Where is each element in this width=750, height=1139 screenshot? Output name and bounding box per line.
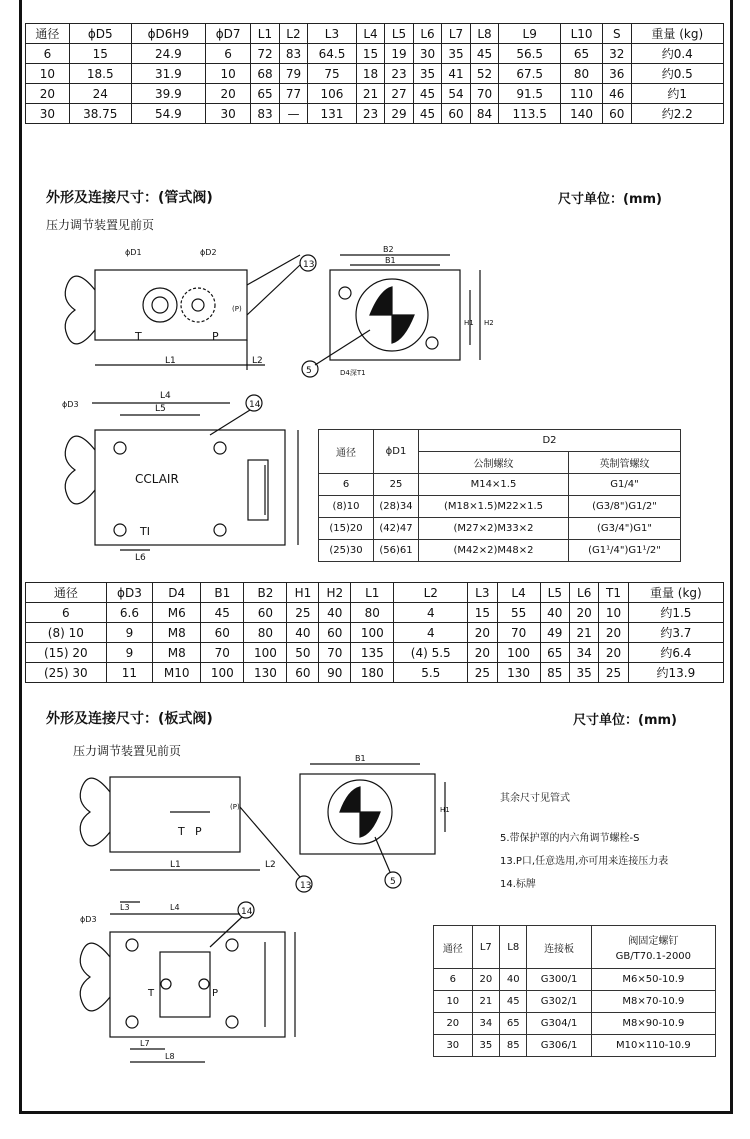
table-header-cell: L6 [570,583,599,603]
bolt-h-screw2: GB/T70.1-2000 [615,951,692,962]
table-cell: 79 [279,64,308,84]
table-cell: 20 [468,623,497,643]
table-header-cell: B1 [201,583,244,603]
table-cell: 4 [394,623,468,643]
table-cell: 24 [69,84,131,104]
table-cell: 约3.7 [628,623,723,643]
front-view [302,255,480,377]
callout-5: 5 [306,366,312,376]
table-header-cell: ϕD7 [206,24,251,44]
table-cell: (G1¹/4")G1¹/2" [568,540,680,562]
table-cell: 83 [251,104,280,124]
lbl-pp: (P) [232,305,242,313]
table-header-row [26,24,724,44]
side-view [65,255,316,370]
bolt-h-l8: L8 [500,926,527,969]
table-cell: 21 [356,84,385,104]
table-cell: 约6.4 [628,643,723,663]
lbl-ti: TI [140,525,150,538]
table-cell: 10 [26,64,70,84]
section2-note: 压力调节装置见前页 [73,744,182,758]
callout-14: 14 [249,400,261,410]
table-header-cell: L3 [308,24,357,44]
table-cell: 27 [385,84,414,104]
table-cell: 36 [603,64,632,84]
note-item: 5.带保护罩的内六角调节螺栓-S [500,833,640,844]
table-cell: 25 [287,603,319,623]
plate-lbl-l2: L2 [265,860,276,870]
plate-lbl-b1: B1 [355,754,366,763]
table-cell: 100 [351,623,394,643]
table-cell: 31.9 [131,64,205,84]
table-cell: M6×50-10.9 [591,969,715,991]
table-cell: 113.5 [499,104,561,124]
table-cell: 30 [413,44,442,64]
table-cell: (4) 5.5 [394,643,468,663]
table-cell: 70 [470,84,499,104]
table-cell: (28)34 [374,496,419,518]
table-header-cell: L7 [442,24,471,44]
table-header-cell: L9 [499,24,561,44]
table-header-cell: L1 [251,24,280,44]
table-cell: 30 [206,104,251,124]
plate-front-view [300,764,445,888]
table-cell: — [279,104,308,124]
dimension-table-2 [25,582,724,683]
plate-callout-14: 14 [241,907,253,917]
table-cell: 30 [434,1035,473,1057]
bolt-table [433,925,716,1057]
table-cell: 6 [26,603,107,623]
plate-lbl-l8: L8 [165,1052,175,1061]
lbl-d1: ϕD1 [125,248,142,257]
table-cell: 20 [570,603,599,623]
lbl-b2: B2 [383,245,394,254]
thread-h-bore: 通径 [319,430,374,474]
table-row [319,518,681,540]
lbl-d3: ϕD3 [62,400,79,409]
table-cell: 35 [472,1035,499,1057]
plate-lbl-p2: P [212,988,219,999]
table-cell: 90 [319,663,351,683]
table-cell: 180 [351,663,394,683]
lbl-l2: L2 [252,356,263,366]
table-cell: 100 [201,663,244,683]
table-row [434,969,716,991]
table-header-cell: L3 [468,583,497,603]
table-header-cell: L2 [394,583,468,603]
table-header-cell: H1 [287,583,319,603]
table-row [434,1035,716,1057]
table-cell: 65 [500,1013,527,1035]
table-cell: 32 [603,44,632,64]
table-cell: 46 [603,84,632,104]
plate-top-view [80,902,295,1062]
table-header-cell: L8 [470,24,499,44]
table-cell: 38.75 [69,104,131,124]
plate-lbl-l1: L1 [170,860,181,870]
table-header-cell: ϕD3 [106,583,153,603]
table-header-cell: L6 [413,24,442,44]
lbl-l1: L1 [165,356,176,366]
section1-note: 压力调节装置见前页 [46,218,155,232]
table-row [26,84,724,104]
table-row [26,64,724,84]
table-row [434,991,716,1013]
table-cell: (8) 10 [26,623,107,643]
table-cell: (56)61 [374,540,419,562]
table-row [26,603,724,623]
table-cell: G304/1 [527,1013,591,1035]
table-cell: 30 [26,104,70,124]
bolt-h-screw1: 阀固定螺钉 [628,936,679,947]
dimension-table-1 [25,23,724,124]
table-cell: 40 [540,603,569,623]
table-cell: (15)20 [319,518,374,540]
table-cell: 65 [540,643,569,663]
bolt-h-screw [591,926,715,969]
table-cell: M14×1.5 [419,474,569,496]
table-cell: 54 [442,84,471,104]
table-cell: 21 [472,991,499,1013]
table-cell: (8)10 [319,496,374,518]
table-cell: 49 [540,623,569,643]
table-header-cell: ϕD5 [69,24,131,44]
table-cell: G1/4" [568,474,680,496]
table-cell: 34 [570,643,599,663]
plate-callout-5: 5 [390,877,396,887]
thread-h-imperial: 英制管螺纹 [568,452,680,474]
table-cell: 40 [500,969,527,991]
plate-lbl-l3: L3 [120,903,130,912]
brand-label: CCLAIR [135,472,179,486]
table-cell: 6.6 [106,603,153,623]
table-cell: 40 [287,623,319,643]
plate-lbl-p: P [195,825,202,838]
table-cell: 80 [561,64,603,84]
table-cell: (42)47 [374,518,419,540]
table-cell: 140 [561,104,603,124]
bolt-h-plate: 连接板 [527,926,591,969]
table-cell: 24.9 [131,44,205,64]
plate-lbl-d3: ϕD3 [80,915,97,924]
table-cell: (15) 20 [26,643,107,663]
table-cell: 55 [497,603,540,623]
table-cell: M6 [153,603,201,623]
table-cell: 70 [201,643,244,663]
table-cell: 20 [468,643,497,663]
table-cell: 60 [603,104,632,124]
table-cell: 130 [497,663,540,683]
thread-h-metric: 公制螺纹 [419,452,569,474]
table-cell: 39.9 [131,84,205,104]
table-cell: 85 [540,663,569,683]
table-header-cell: 通径 [26,583,107,603]
table-cell: 65 [251,84,280,104]
table-cell: M10×110-10.9 [591,1035,715,1057]
table-header-cell: L10 [561,24,603,44]
table-row [26,623,724,643]
table-cell: 约1.5 [628,603,723,623]
table-cell: M8×70-10.9 [591,991,715,1013]
table-cell: 100 [244,643,287,663]
table-cell: 21 [570,623,599,643]
table-cell: 6 [319,474,374,496]
plate-lbl-t2: T [148,988,155,999]
table-cell: (G3/8")G1/2" [568,496,680,518]
table-cell: 5.5 [394,663,468,683]
thread-h-d2: D2 [419,430,681,452]
plate-valve-drawings [60,752,480,1082]
table-cell: 6 [206,44,251,64]
table-cell: 50 [287,643,319,663]
table-cell: 60 [319,623,351,643]
table-row [319,540,681,562]
table-cell: 60 [201,623,244,643]
table-header-cell: L2 [279,24,308,44]
table-cell: (M42×2)M48×2 [419,540,569,562]
table-cell: 56.5 [499,44,561,64]
table-row [434,1013,716,1035]
table-header-cell: L5 [385,24,414,44]
table-cell: 60 [287,663,319,683]
table-cell: 75 [308,64,357,84]
table-cell: 67.5 [499,64,561,84]
table-cell: G300/1 [527,969,591,991]
section1-unit: 尺寸单位：(mm) [558,192,662,207]
table-cell: 4 [394,603,468,623]
table-cell: 45 [470,44,499,64]
table-cell: 10 [434,991,473,1013]
table-cell: 45 [413,84,442,104]
table-cell: 91.5 [499,84,561,104]
table-cell: 15 [356,44,385,64]
lbl-p: P [212,330,219,343]
table-header-cell: D4 [153,583,201,603]
table-cell: 41 [442,64,471,84]
table-cell: 70 [319,643,351,663]
table-cell: 10 [599,603,628,623]
section1-title: 外形及连接尺寸：(管式阀) [46,190,213,206]
table-cell: (M27×2)M33×2 [419,518,569,540]
lbl-d2: ϕD2 [200,248,217,257]
table-header-cell: T1 [599,583,628,603]
note-item: 14.标牌 [500,879,536,890]
table-cell: 84 [470,104,499,124]
table-row [319,496,681,518]
table-cell: 19 [385,44,414,64]
table-cell: M8 [153,643,201,663]
table-cell: 20 [434,1013,473,1035]
callout-13: 13 [303,260,315,270]
table-cell: 35 [442,44,471,64]
table-cell: 6 [434,969,473,991]
table-cell: M8×90-10.9 [591,1013,715,1035]
table-cell: M10 [153,663,201,683]
table-cell: 80 [351,603,394,623]
section2-unit: 尺寸单位：(mm) [573,713,677,728]
table-cell: 40 [319,603,351,623]
table-cell: 29 [385,104,414,124]
table-cell: 45 [201,603,244,623]
lbl-b1: B1 [385,256,396,265]
table-cell: (25) 30 [26,663,107,683]
table-cell: 34 [472,1013,499,1035]
lbl-h2: H2 [484,319,494,327]
table-row [319,474,681,496]
lbl-l4: L4 [160,391,171,401]
table-cell: 23 [356,104,385,124]
table-cell: 20 [206,84,251,104]
table-cell: 135 [351,643,394,663]
table-cell: 20 [599,643,628,663]
table-cell: 130 [244,663,287,683]
plate-callout-13: 13 [300,881,312,891]
table-header-cell: L5 [540,583,569,603]
table-cell: 100 [497,643,540,663]
table-cell: 35 [413,64,442,84]
table-cell: 23 [385,64,414,84]
table-cell: 6 [26,44,70,64]
table-cell: 18.5 [69,64,131,84]
table-header-cell: ϕD6H9 [131,24,205,44]
table-cell: 72 [251,44,280,64]
table-header-cell: H2 [319,583,351,603]
table-cell: 20 [599,623,628,643]
table-cell: 35 [570,663,599,683]
table-cell: 25 [599,663,628,683]
table-cell: 64.5 [308,44,357,64]
table-header-cell: L4 [356,24,385,44]
thread-h-d1: ϕD1 [374,430,419,474]
note-item: 13.P口,任意选用,亦可用来连接压力表 [500,856,669,867]
table-header-cell: 通径 [26,24,70,44]
plate-lbl-h1: H1 [440,806,450,814]
table-cell: 25 [374,474,419,496]
table-cell: 10 [206,64,251,84]
table-cell: 20 [26,84,70,104]
table-cell: 约0.4 [631,44,724,64]
table-cell: (G3/4")G1" [568,518,680,540]
plate-lbl-l7: L7 [140,1039,150,1048]
top-view [65,395,298,550]
table-cell: 110 [561,84,603,104]
table-header-cell: S [603,24,632,44]
table-cell: 20 [472,969,499,991]
table-cell: 约2.2 [631,104,724,124]
lbl-d4t1: D4深T1 [340,369,366,377]
lbl-l5: L5 [155,404,166,414]
notes-list [500,827,668,896]
table-cell: 83 [279,44,308,64]
table-cell: 约13.9 [628,663,723,683]
table-cell: 11 [106,663,153,683]
table-cell: (M18×1.5)M22×1.5 [419,496,569,518]
table-cell: 18 [356,64,385,84]
table-cell: 65 [561,44,603,64]
table-cell: 131 [308,104,357,124]
bolt-h-bore: 通径 [434,926,473,969]
table-cell: M8 [153,623,201,643]
table-cell: 52 [470,64,499,84]
plate-lbl-l4: L4 [170,903,180,912]
table-cell: 54.9 [131,104,205,124]
table-cell: 106 [308,84,357,104]
table-cell: 60 [442,104,471,124]
section2-title: 外形及连接尺寸：(板式阀) [46,711,213,727]
table-row [26,104,724,124]
table-cell: 15 [69,44,131,64]
table-cell: 25 [468,663,497,683]
table-header-row [26,583,724,603]
table-cell: 60 [244,603,287,623]
lbl-l6: L6 [135,553,146,563]
table-cell: 45 [500,991,527,1013]
lbl-h1: H1 [464,319,474,327]
table-cell: 约1 [631,84,724,104]
table-row [26,44,724,64]
table-cell: G302/1 [527,991,591,1013]
table-cell: (25)30 [319,540,374,562]
table-header-cell: L1 [351,583,394,603]
table-row [26,663,724,683]
lbl-t: T [135,330,142,343]
table-header-cell: B2 [244,583,287,603]
table-cell: G306/1 [527,1035,591,1057]
table-cell: 85 [500,1035,527,1057]
table-cell: 80 [244,623,287,643]
table-cell: 68 [251,64,280,84]
table-header-cell: 重量 (kg) [628,583,723,603]
table-cell: 70 [497,623,540,643]
table-cell: 45 [413,104,442,124]
table-cell: 9 [106,623,153,643]
table-header-cell: L4 [497,583,540,603]
table-header-cell: 重量 (kg) [631,24,724,44]
bolt-h-l7: L7 [472,926,499,969]
thread-table [318,429,681,562]
table-cell: 15 [468,603,497,623]
other-dims-note: 其余尺寸见管式 [500,793,570,804]
plate-lbl-t: T [178,825,185,838]
table-cell: 约0.5 [631,64,724,84]
table-cell: 9 [106,643,153,663]
table-cell: 77 [279,84,308,104]
table-row [26,643,724,663]
plate-lbl-pp: (P) [230,803,240,811]
